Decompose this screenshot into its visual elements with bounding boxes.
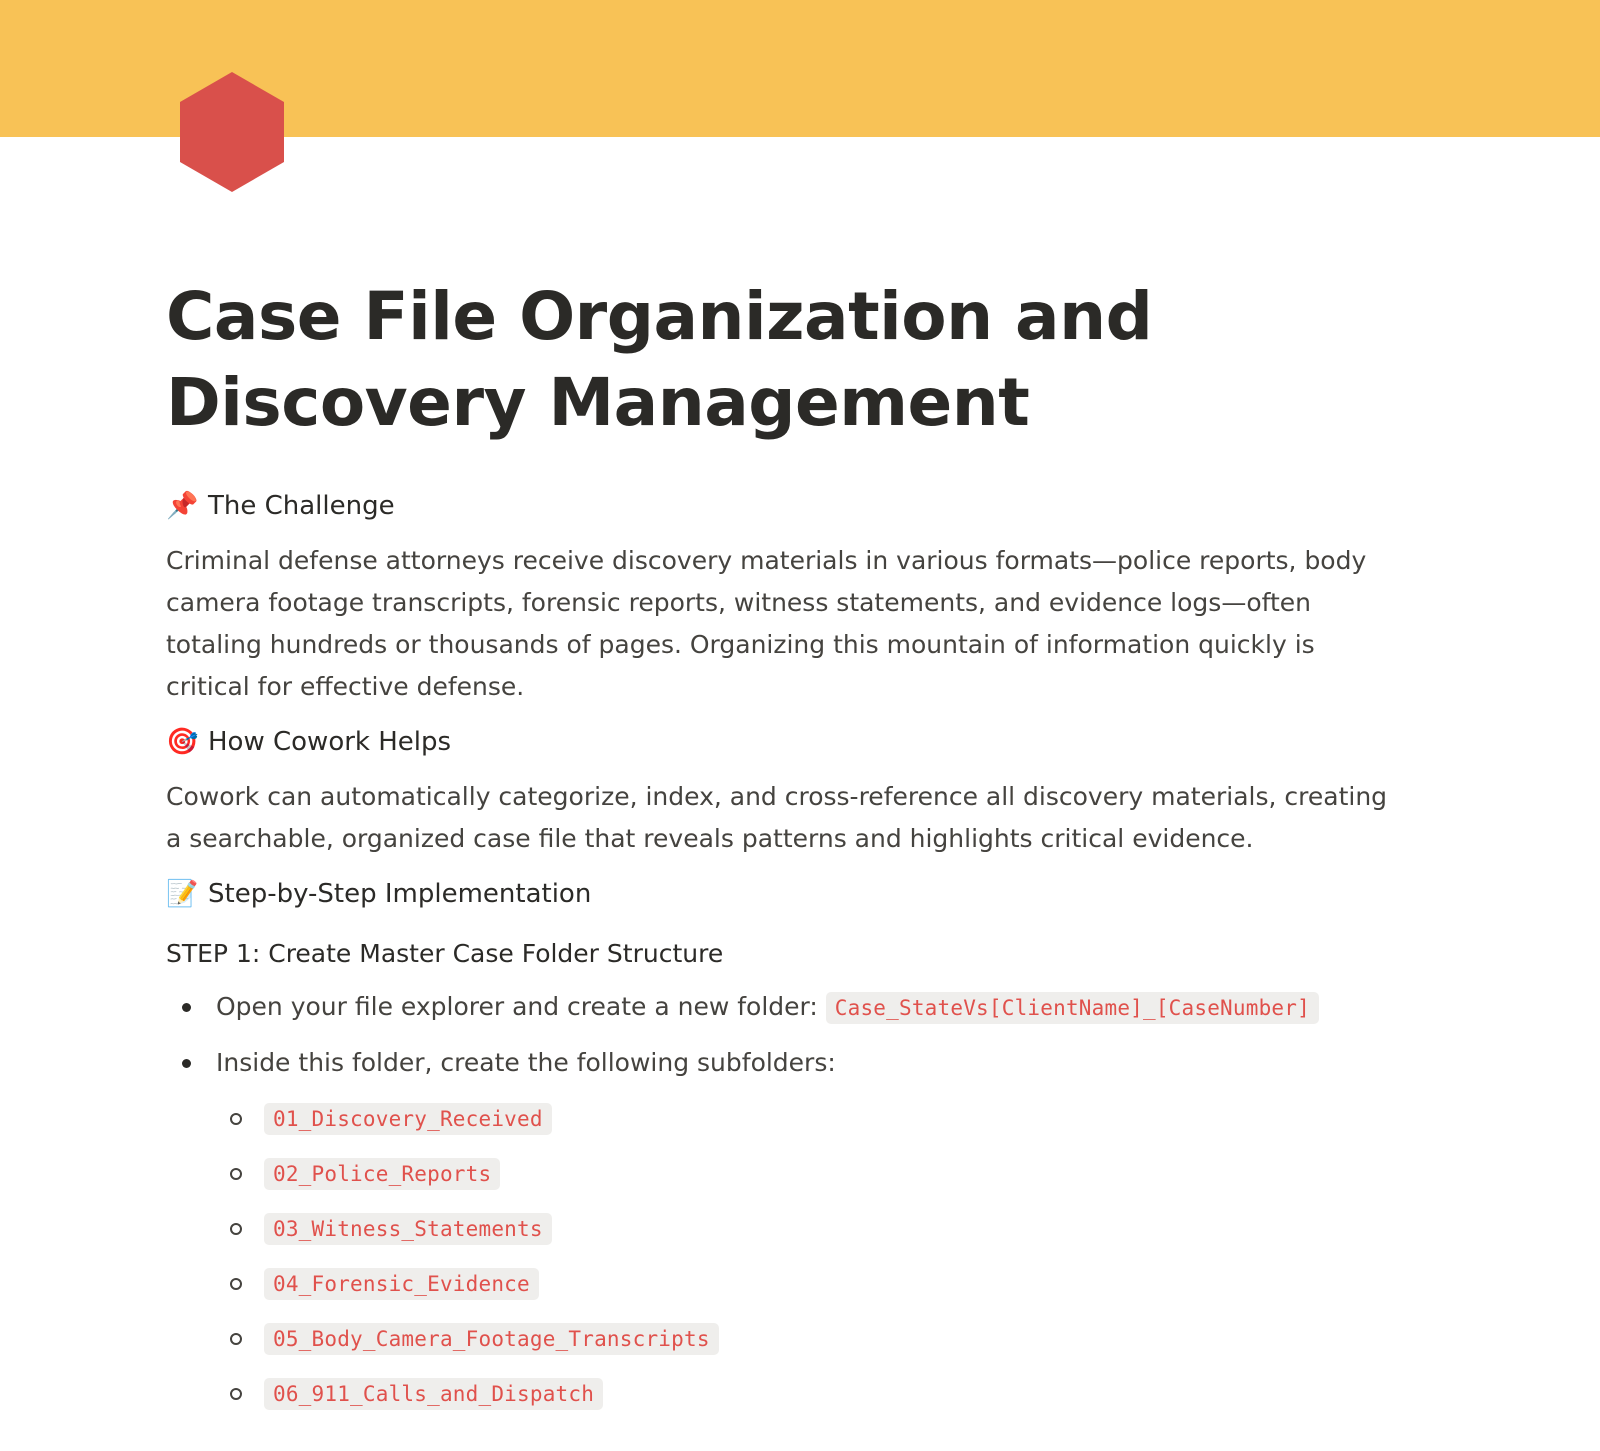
target-icon: 🎯 bbox=[166, 727, 199, 757]
hexagon-icon[interactable] bbox=[180, 72, 284, 192]
inline-code[interactable]: Case_StateVs[ClientName]_[CaseNumber] bbox=[826, 992, 1319, 1024]
subfolder-code[interactable]: 06_911_Calls_and_Dispatch bbox=[264, 1378, 603, 1410]
subfolder-code[interactable]: 01_Discovery_Received bbox=[264, 1103, 552, 1135]
list-item bbox=[166, 1372, 1406, 1427]
list-item bbox=[166, 1042, 1406, 1427]
subfolder-list bbox=[166, 1097, 1406, 1427]
pushpin-icon: 📌 bbox=[166, 491, 199, 521]
section-heading-helps bbox=[166, 722, 1406, 762]
heading-label: How Cowork Helps bbox=[208, 727, 452, 757]
section-heading-steps bbox=[166, 874, 1406, 914]
list-item bbox=[166, 1262, 1406, 1317]
heading-label: The Challenge bbox=[208, 491, 395, 521]
step-1-list bbox=[166, 986, 1406, 1427]
list-item bbox=[166, 1207, 1406, 1262]
helps-paragraph: Cowork can automatically categorize, index, and cross-reference all discovery materials, creating a searchable, organized case file that reveals patterns and highlights critical evidence. bbox=[166, 782, 1388, 853]
bullet-text: Inside this folder, create the following subfolders: bbox=[216, 1048, 836, 1077]
list-item bbox=[166, 1152, 1406, 1207]
page-content bbox=[166, 274, 1406, 1440]
subfolder-code[interactable]: 04_Forensic_Evidence bbox=[264, 1268, 539, 1300]
heading-label: Step-by-Step Implementation bbox=[208, 879, 592, 909]
section-heading-challenge bbox=[166, 486, 1406, 526]
challenge-paragraph: Criminal defense attorneys receive discovery materials in various formats—police reports, body camera footage transcripts, forensic reports, witness statements, and evidence logs—often totaling hundreds or thousands of pages. Organizing this mountain of information quickly is critical for effective defense. bbox=[166, 546, 1367, 701]
memo-icon: 📝 bbox=[166, 879, 199, 909]
list-item bbox=[166, 986, 1406, 1029]
step-1-title: STEP 1: Create Master Case Folder Structure bbox=[166, 939, 724, 968]
list-item bbox=[166, 1317, 1406, 1372]
page-title: Case File Organization and Discovery Management bbox=[166, 278, 1153, 441]
subfolder-code[interactable]: 02_Police_Reports bbox=[264, 1158, 500, 1190]
subfolder-code[interactable]: 03_Witness_Statements bbox=[264, 1213, 552, 1245]
bullet-text: Open your file explorer and create a new folder: bbox=[216, 992, 818, 1021]
subfolder-code[interactable]: 05_Body_Camera_Footage_Transcripts bbox=[264, 1323, 719, 1355]
list-item bbox=[166, 1097, 1406, 1152]
